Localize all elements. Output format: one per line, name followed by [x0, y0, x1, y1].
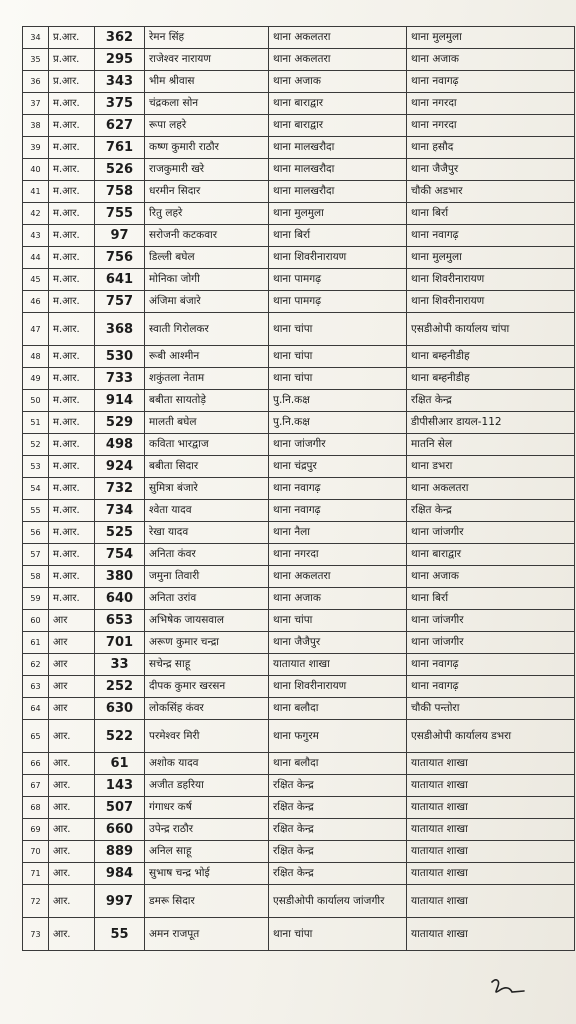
rank-cell: म.आर. — [49, 181, 95, 203]
employee-name-cell: मोनिका जोगी — [145, 269, 269, 291]
employee-name-cell: रूपा लहरे — [145, 115, 269, 137]
employee-name-cell: दीपक कुमार खरसन — [145, 676, 269, 698]
employee-name-cell: स्वाती गिरोलकर — [145, 313, 269, 346]
table-row — [23, 346, 575, 368]
employee-name-cell: अनिता कंवर — [145, 544, 269, 566]
new-posting-cell: थाना जांजगीर — [407, 632, 575, 654]
current-posting-cell: रक्षित केन्द्र — [269, 841, 407, 863]
table-row — [23, 797, 575, 819]
new-posting-cell: चौकी अडभार — [407, 181, 575, 203]
current-posting-cell: थाना अकलतरा — [269, 27, 407, 49]
rank-cell: म.आर. — [49, 346, 95, 368]
employee-name-cell: मालती बघेल — [145, 412, 269, 434]
serial-number-cell: 57 — [23, 544, 49, 566]
new-posting-cell: एसडीओपी कार्यालय चांपा — [407, 313, 575, 346]
employee-name-cell: अनिता उरांव — [145, 588, 269, 610]
new-posting-cell: यातायात शाखा — [407, 753, 575, 775]
employee-name-cell: राजकुमारी खरे — [145, 159, 269, 181]
table-row — [23, 159, 575, 181]
employee-name-cell: जमुना तिवारी — [145, 566, 269, 588]
current-posting-cell: थाना मालखरौदा — [269, 137, 407, 159]
current-posting-cell: पु.नि.कक्ष — [269, 412, 407, 434]
table-row — [23, 93, 575, 115]
badge-number-cell: 33 — [95, 654, 145, 676]
employee-name-cell: कविता भारद्वाज — [145, 434, 269, 456]
badge-number-cell: 526 — [95, 159, 145, 181]
new-posting-cell: थाना बाराद्वार — [407, 544, 575, 566]
table-row — [23, 588, 575, 610]
table-row — [23, 522, 575, 544]
new-posting-cell: चौकी पन्तोरा — [407, 698, 575, 720]
serial-number-cell: 43 — [23, 225, 49, 247]
transfer-table-body — [23, 27, 575, 951]
current-posting-cell: थाना अजाक — [269, 71, 407, 93]
badge-number-cell: 761 — [95, 137, 145, 159]
rank-cell: आर. — [49, 775, 95, 797]
current-posting-cell: थाना मालखरौदा — [269, 181, 407, 203]
current-posting-cell: थाना बाराद्वार — [269, 115, 407, 137]
table-row — [23, 610, 575, 632]
badge-number-cell: 758 — [95, 181, 145, 203]
serial-number-cell: 65 — [23, 720, 49, 753]
new-posting-cell: यातायात शाखा — [407, 819, 575, 841]
rank-cell: आर — [49, 632, 95, 654]
table-row — [23, 885, 575, 918]
current-posting-cell: थाना मालखरौदा — [269, 159, 407, 181]
current-posting-cell: थाना जांजगीर — [269, 434, 407, 456]
serial-number-cell: 51 — [23, 412, 49, 434]
serial-number-cell: 39 — [23, 137, 49, 159]
employee-name-cell: सरोजनी कटकवार — [145, 225, 269, 247]
serial-number-cell: 54 — [23, 478, 49, 500]
table-row — [23, 918, 575, 951]
new-posting-cell: थाना नवागढ़ — [407, 654, 575, 676]
rank-cell: आर — [49, 654, 95, 676]
new-posting-cell: थाना जांजगीर — [407, 610, 575, 632]
rank-cell: आर. — [49, 885, 95, 918]
rank-cell: म.आर. — [49, 478, 95, 500]
current-posting-cell: थाना मुलमुला — [269, 203, 407, 225]
serial-number-cell: 37 — [23, 93, 49, 115]
badge-number-cell: 924 — [95, 456, 145, 478]
new-posting-cell: मातनि सेल — [407, 434, 575, 456]
badge-number-cell: 660 — [95, 819, 145, 841]
rank-cell: म.आर. — [49, 159, 95, 181]
new-posting-cell: थाना नवागढ़ — [407, 676, 575, 698]
new-posting-cell: यातायात शाखा — [407, 775, 575, 797]
employee-name-cell: अरूण कुमार चन्द्रा — [145, 632, 269, 654]
serial-number-cell: 34 — [23, 27, 49, 49]
badge-number-cell: 252 — [95, 676, 145, 698]
badge-number-cell: 507 — [95, 797, 145, 819]
serial-number-cell: 71 — [23, 863, 49, 885]
rank-cell: आर. — [49, 797, 95, 819]
current-posting-cell: थाना चांपा — [269, 368, 407, 390]
current-posting-cell: एसडीओपी कार्यालय जांजगीर — [269, 885, 407, 918]
rank-cell: म.आर. — [49, 115, 95, 137]
employee-name-cell: रेमन सिंह — [145, 27, 269, 49]
badge-number-cell: 984 — [95, 863, 145, 885]
employee-name-cell: अभिषेक जायसवाल — [145, 610, 269, 632]
rank-cell: आर — [49, 676, 95, 698]
badge-number-cell: 55 — [95, 918, 145, 951]
serial-number-cell: 50 — [23, 390, 49, 412]
rank-cell: आर. — [49, 918, 95, 951]
table-row — [23, 115, 575, 137]
badge-number-cell: 755 — [95, 203, 145, 225]
rank-cell: आर — [49, 610, 95, 632]
new-posting-cell: एसडीओपी कार्यालय डभरा — [407, 720, 575, 753]
current-posting-cell: थाना नगरदा — [269, 544, 407, 566]
employee-name-cell: अशोक यादव — [145, 753, 269, 775]
table-row — [23, 49, 575, 71]
current-posting-cell: थाना नवागढ़ — [269, 478, 407, 500]
current-posting-cell: यातायात शाखा — [269, 654, 407, 676]
table-row — [23, 566, 575, 588]
badge-number-cell: 757 — [95, 291, 145, 313]
badge-number-cell: 756 — [95, 247, 145, 269]
badge-number-cell: 630 — [95, 698, 145, 720]
employee-name-cell: लोकसिंह कंवर — [145, 698, 269, 720]
current-posting-cell: थाना अकलतरा — [269, 49, 407, 71]
badge-number-cell: 889 — [95, 841, 145, 863]
badge-number-cell: 641 — [95, 269, 145, 291]
badge-number-cell: 362 — [95, 27, 145, 49]
serial-number-cell: 59 — [23, 588, 49, 610]
rank-cell: म.आर. — [49, 313, 95, 346]
current-posting-cell: थाना नवागढ़ — [269, 500, 407, 522]
rank-cell: म.आर. — [49, 291, 95, 313]
current-posting-cell: पु.नि.कक्ष — [269, 390, 407, 412]
current-posting-cell: थाना शिवरीनारायण — [269, 676, 407, 698]
current-posting-cell: थाना चांपा — [269, 918, 407, 951]
employee-name-cell: शकुंतला नेताम — [145, 368, 269, 390]
new-posting-cell: थाना जैजैपुर — [407, 159, 575, 181]
badge-number-cell: 627 — [95, 115, 145, 137]
badge-number-cell: 368 — [95, 313, 145, 346]
rank-cell: म.आर. — [49, 500, 95, 522]
table-row — [23, 478, 575, 500]
serial-number-cell: 46 — [23, 291, 49, 313]
employee-name-cell: अमन राजपूत — [145, 918, 269, 951]
table-row — [23, 137, 575, 159]
rank-cell: प्र.आर. — [49, 71, 95, 93]
serial-number-cell: 36 — [23, 71, 49, 93]
badge-number-cell: 295 — [95, 49, 145, 71]
serial-number-cell: 49 — [23, 368, 49, 390]
serial-number-cell: 58 — [23, 566, 49, 588]
rank-cell: म.आर. — [49, 522, 95, 544]
current-posting-cell: रक्षित केन्द्र — [269, 819, 407, 841]
rank-cell: म.आर. — [49, 566, 95, 588]
new-posting-cell: थाना जांजगीर — [407, 522, 575, 544]
serial-number-cell: 66 — [23, 753, 49, 775]
rank-cell: म.आर. — [49, 412, 95, 434]
rank-cell: म.आर. — [49, 269, 95, 291]
employee-name-cell: चंद्रकला सोन — [145, 93, 269, 115]
new-posting-cell: थाना अकलतरा — [407, 478, 575, 500]
badge-number-cell: 97 — [95, 225, 145, 247]
new-posting-cell: थाना बिर्रा — [407, 588, 575, 610]
table-row — [23, 27, 575, 49]
current-posting-cell: थाना बाराद्वार — [269, 93, 407, 115]
employee-name-cell: रितु लहरे — [145, 203, 269, 225]
serial-number-cell: 68 — [23, 797, 49, 819]
table-row — [23, 632, 575, 654]
employee-name-cell: रेखा यादव — [145, 522, 269, 544]
rank-cell: म.आर. — [49, 434, 95, 456]
serial-number-cell: 45 — [23, 269, 49, 291]
new-posting-cell: रक्षित केन्द्र — [407, 500, 575, 522]
badge-number-cell: 701 — [95, 632, 145, 654]
serial-number-cell: 64 — [23, 698, 49, 720]
employee-name-cell: सुभाष चन्द्र भोई — [145, 863, 269, 885]
table-row — [23, 456, 575, 478]
signature-mark — [488, 974, 528, 1000]
new-posting-cell: यातायात शाखा — [407, 841, 575, 863]
employee-name-cell: बबीता सिदार — [145, 456, 269, 478]
new-posting-cell: थाना नगरदा — [407, 93, 575, 115]
new-posting-cell: थाना नवागढ़ — [407, 71, 575, 93]
table-row — [23, 390, 575, 412]
new-posting-cell: यातायात शाखा — [407, 863, 575, 885]
employee-name-cell: राजेश्वर नारायण — [145, 49, 269, 71]
new-posting-cell: थाना अजाक — [407, 566, 575, 588]
serial-number-cell: 69 — [23, 819, 49, 841]
serial-number-cell: 67 — [23, 775, 49, 797]
badge-number-cell: 143 — [95, 775, 145, 797]
rank-cell: म.आर. — [49, 93, 95, 115]
serial-number-cell: 73 — [23, 918, 49, 951]
badge-number-cell: 525 — [95, 522, 145, 544]
badge-number-cell: 640 — [95, 588, 145, 610]
current-posting-cell: थाना चांपा — [269, 610, 407, 632]
rank-cell: म.आर. — [49, 456, 95, 478]
employee-name-cell: धरमीन सिदार — [145, 181, 269, 203]
rank-cell: प्र.आर. — [49, 49, 95, 71]
new-posting-cell: थाना अजाक — [407, 49, 575, 71]
table-row — [23, 841, 575, 863]
badge-number-cell: 733 — [95, 368, 145, 390]
new-posting-cell: थाना डभरा — [407, 456, 575, 478]
rank-cell: म.आर. — [49, 225, 95, 247]
current-posting-cell: थाना चांपा — [269, 313, 407, 346]
current-posting-cell: थाना बलौदा — [269, 753, 407, 775]
table-row — [23, 203, 575, 225]
rank-cell: म.आर. — [49, 544, 95, 566]
employee-name-cell: उपेन्द्र राठौर — [145, 819, 269, 841]
serial-number-cell: 53 — [23, 456, 49, 478]
table-row — [23, 863, 575, 885]
current-posting-cell: थाना पामगढ़ — [269, 269, 407, 291]
current-posting-cell: रक्षित केन्द्र — [269, 863, 407, 885]
employee-name-cell: सुमित्रा बंजारे — [145, 478, 269, 500]
new-posting-cell: थाना बम्हनीडीह — [407, 368, 575, 390]
current-posting-cell: रक्षित केन्द्र — [269, 775, 407, 797]
badge-number-cell: 343 — [95, 71, 145, 93]
serial-number-cell: 62 — [23, 654, 49, 676]
rank-cell: म.आर. — [49, 137, 95, 159]
new-posting-cell: यातायात शाखा — [407, 885, 575, 918]
serial-number-cell: 55 — [23, 500, 49, 522]
new-posting-cell: थाना नगरदा — [407, 115, 575, 137]
table-row — [23, 753, 575, 775]
rank-cell: आर. — [49, 819, 95, 841]
new-posting-cell: रक्षित केन्द्र — [407, 390, 575, 412]
badge-number-cell: 375 — [95, 93, 145, 115]
rank-cell: आर. — [49, 841, 95, 863]
new-posting-cell: यातायात शाखा — [407, 918, 575, 951]
employee-name-cell: रूबी आश्मीन — [145, 346, 269, 368]
serial-number-cell: 61 — [23, 632, 49, 654]
serial-number-cell: 52 — [23, 434, 49, 456]
badge-number-cell: 498 — [95, 434, 145, 456]
table-row — [23, 500, 575, 522]
employee-name-cell: परमेश्वर मिरी — [145, 720, 269, 753]
current-posting-cell: थाना बलौदा — [269, 698, 407, 720]
employee-name-cell: अजीत डहरिया — [145, 775, 269, 797]
new-posting-cell: थाना हसौद — [407, 137, 575, 159]
rank-cell: आर. — [49, 863, 95, 885]
employee-name-cell: गंगाधर कर्ष — [145, 797, 269, 819]
table-row — [23, 269, 575, 291]
new-posting-cell: थाना मुलमुला — [407, 247, 575, 269]
current-posting-cell: थाना फगुरम — [269, 720, 407, 753]
serial-number-cell: 56 — [23, 522, 49, 544]
new-posting-cell: थाना शिवरीनारायण — [407, 291, 575, 313]
transfer-table — [22, 26, 575, 951]
rank-cell: आर. — [49, 720, 95, 753]
employee-name-cell: डिल्ली बघेल — [145, 247, 269, 269]
badge-number-cell: 61 — [95, 753, 145, 775]
badge-number-cell: 530 — [95, 346, 145, 368]
rank-cell: प्र.आर. — [49, 27, 95, 49]
employee-name-cell: कष्ण कुमारी राठौर — [145, 137, 269, 159]
new-posting-cell: थाना बिर्रा — [407, 203, 575, 225]
current-posting-cell: थाना अकलतरा — [269, 566, 407, 588]
serial-number-cell: 42 — [23, 203, 49, 225]
new-posting-cell: थाना बम्हनीडीह — [407, 346, 575, 368]
table-row — [23, 181, 575, 203]
badge-number-cell: 734 — [95, 500, 145, 522]
table-row — [23, 368, 575, 390]
table-row — [23, 775, 575, 797]
serial-number-cell: 38 — [23, 115, 49, 137]
table-row — [23, 544, 575, 566]
serial-number-cell: 40 — [23, 159, 49, 181]
table-row — [23, 720, 575, 753]
badge-number-cell: 380 — [95, 566, 145, 588]
badge-number-cell: 653 — [95, 610, 145, 632]
table-row — [23, 291, 575, 313]
table-row — [23, 698, 575, 720]
new-posting-cell: डीपीसीआर डायल-112 — [407, 412, 575, 434]
badge-number-cell: 997 — [95, 885, 145, 918]
new-posting-cell: थाना नवागढ़ — [407, 225, 575, 247]
serial-number-cell: 35 — [23, 49, 49, 71]
employee-name-cell: अनिल साहू — [145, 841, 269, 863]
serial-number-cell: 41 — [23, 181, 49, 203]
employee-name-cell: डमरू सिदार — [145, 885, 269, 918]
table-row — [23, 654, 575, 676]
serial-number-cell: 70 — [23, 841, 49, 863]
serial-number-cell: 72 — [23, 885, 49, 918]
current-posting-cell: थाना नैला — [269, 522, 407, 544]
badge-number-cell: 732 — [95, 478, 145, 500]
current-posting-cell: रक्षित केन्द्र — [269, 797, 407, 819]
current-posting-cell: थाना शिवरीनारायण — [269, 247, 407, 269]
employee-name-cell: श्वेता यादव — [145, 500, 269, 522]
serial-number-cell: 47 — [23, 313, 49, 346]
table-row — [23, 676, 575, 698]
badge-number-cell: 914 — [95, 390, 145, 412]
table-row — [23, 434, 575, 456]
current-posting-cell: थाना चंद्रपुर — [269, 456, 407, 478]
employee-name-cell: भीम श्रीवास — [145, 71, 269, 93]
rank-cell: आर. — [49, 753, 95, 775]
serial-number-cell: 60 — [23, 610, 49, 632]
table-row — [23, 819, 575, 841]
badge-number-cell: 529 — [95, 412, 145, 434]
badge-number-cell: 754 — [95, 544, 145, 566]
new-posting-cell: यातायात शाखा — [407, 797, 575, 819]
rank-cell: म.आर. — [49, 203, 95, 225]
rank-cell: आर — [49, 698, 95, 720]
new-posting-cell: थाना शिवरीनारायण — [407, 269, 575, 291]
table-row — [23, 71, 575, 93]
badge-number-cell: 522 — [95, 720, 145, 753]
table-row — [23, 313, 575, 346]
current-posting-cell: थाना अजाक — [269, 588, 407, 610]
serial-number-cell: 48 — [23, 346, 49, 368]
table-row — [23, 412, 575, 434]
employee-name-cell: बबीता सायतोड़े — [145, 390, 269, 412]
table-row — [23, 247, 575, 269]
rank-cell: म.आर. — [49, 390, 95, 412]
serial-number-cell: 63 — [23, 676, 49, 698]
new-posting-cell: थाना मुलमुला — [407, 27, 575, 49]
current-posting-cell: थाना चांपा — [269, 346, 407, 368]
employee-name-cell: सचेन्द्र साहू — [145, 654, 269, 676]
serial-number-cell: 44 — [23, 247, 49, 269]
rank-cell: म.आर. — [49, 247, 95, 269]
employee-name-cell: अंजिमा बंजारे — [145, 291, 269, 313]
rank-cell: म.आर. — [49, 588, 95, 610]
rank-cell: म.आर. — [49, 368, 95, 390]
table-row — [23, 225, 575, 247]
current-posting-cell: थाना जैजैपुर — [269, 632, 407, 654]
current-posting-cell: थाना बिर्रा — [269, 225, 407, 247]
current-posting-cell: थाना पामगढ़ — [269, 291, 407, 313]
